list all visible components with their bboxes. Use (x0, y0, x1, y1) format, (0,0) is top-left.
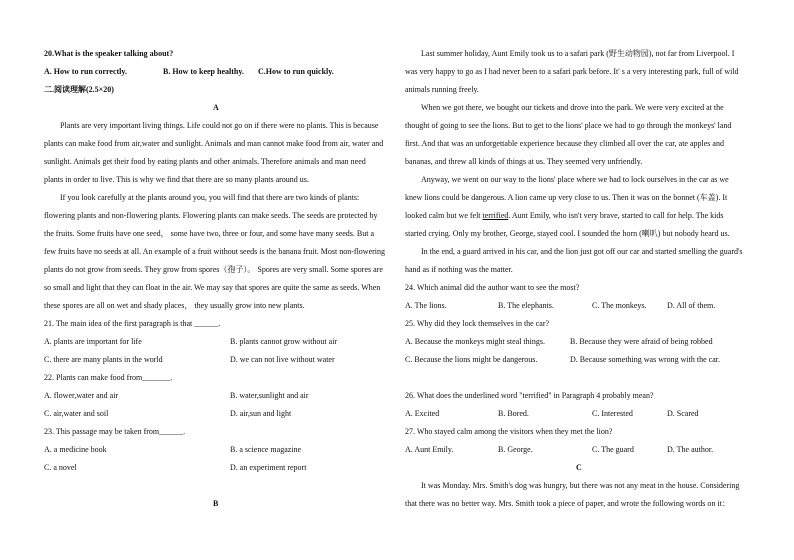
q23-option-d: D. an experiment report (230, 463, 307, 472)
passage-b-line: bananas, and threw all kinds of things at us. They seemed very unfriendly. (405, 157, 643, 166)
passage-c-line: that there was no better way. Mrs. Smith took a piece of paper, and wrote the following words on it： (405, 499, 730, 508)
q25-option-a: A. Because the monkeys might steal things. (405, 337, 545, 346)
passage-a-line: Plants are very important living things. Life could not go on if there were no plants. This is because (60, 121, 379, 130)
q26-option-b: B. Bored. (498, 409, 529, 418)
q21-option-a: A. plants are important for life (44, 337, 142, 346)
passage-b-line: first. And that was an unforgettable experience because they climbed all over the car, ate apples and (405, 139, 724, 148)
q26-option-d: D. Scared (667, 409, 699, 418)
passage-a-line: plants can make food from air,water and sunlight. Animals and man cannot make food from air, water and (44, 139, 384, 148)
q24-option-b: B. The elephants. (498, 301, 554, 310)
q27-option-c: C. The guard (592, 445, 634, 454)
passage-a-line: plants in order to live. This is why we find that there are so many plants around us. (44, 175, 309, 184)
q25-option-d: D. Because something was wrong with the car. (570, 355, 720, 364)
q21-option-b: B. plants cannot grow without air (230, 337, 338, 346)
passage-b-line: In the end, a guard arrived in his car, and the lion just got off our car and started smelling the guard's (421, 247, 743, 256)
q27-option-a: A. Aunt Emily. (405, 445, 454, 454)
q20-option-c: C.How to run quickly. (258, 67, 334, 76)
passage-b-line: When we got there, we bought our tickets and drove into the park. We were very excited at the (421, 103, 724, 112)
q23-option-c: C. a novel (44, 463, 77, 472)
passage-a-line: flowering plants and non-flowering plants. Flowering plants can make seeds. The seeds are protected by (44, 211, 378, 220)
q26-option-c: C. Interested (592, 409, 633, 418)
passage-b-line: started crying. Only my brother, George, stayed cool. I sounded the horn (喇叭) but nobody heard us. (405, 229, 730, 238)
q22-option-a: A. flower,water and air (44, 391, 119, 400)
passage-b-line: was very happy to go as I had never been to a safari park before. It' s a very interesting park, full of wild (405, 67, 739, 76)
passage-b-line (405, 211, 723, 221)
passage-c-label: C (576, 463, 582, 472)
passage-b-line: Last summer holiday, Aunt Emily took us to a safari park (野生动物园), not far from Liverpool. I (421, 49, 735, 58)
q27-option-b: B. George. (498, 445, 533, 454)
q27-option-d: D. The author. (667, 445, 714, 454)
passage-b-line: thought of going to see the lions. But to get to the lions' place we had to go through the monkeys' land (405, 121, 732, 130)
q21-question: 21. The main idea of the first paragraph is that ______. (44, 319, 221, 328)
passage-b-line: animals running freely. (405, 85, 479, 94)
passage-c-line: It was Monday. Mrs. Smith's dog was hungry, but there was not any meat in the house. Considering (421, 481, 740, 490)
q23-option-a: A. a medicine book (44, 445, 107, 454)
q25-option-c: C. Because the lions might be dangerous. (405, 355, 538, 364)
passage-a-line: plants do not grow from seeds. They grow from spores（孢子）。 Spores are very small. Some spores are (44, 265, 383, 274)
passage-b-line: knew lions could be dangerous. A lion came up very close to us. Then it was on the bonnet (车盖). It (405, 193, 728, 202)
passage-a-line: few fruits have no seeds at all. An example of a fruit without seeds is the banana fruit. Most non-flowering (44, 247, 386, 256)
q24-question: 24. Which animal did the author want to see the most? (405, 283, 580, 292)
q27-question: 27. Who stayed calm among the visitors when they met the lion? (405, 427, 613, 436)
passage-a-line: so small and light that they can float in the air. We may say that spores are quite the same as seeds. When (44, 283, 381, 292)
passage-a-line: the fruits. Some fruits have one seed， some have two, three or four, and some have many seeds. But a (44, 229, 375, 238)
q24-option-c: C. The monkeys. (592, 301, 647, 310)
q26-option-a: A. Excited (405, 409, 440, 418)
passage-b-line: hand as if nothing was the matter. (405, 265, 513, 274)
q23-option-b: B. a science magazine (230, 445, 302, 454)
q26-question: 26. What does the underlined word "terrified" in Paragraph 4 probably mean? (405, 391, 654, 400)
q23-question: 23. This passage may be taken from______. (44, 427, 186, 436)
q22-option-b: B. water,sunlight and air (230, 391, 309, 400)
section-title: 二.阅读理解(2.5×20) (44, 85, 114, 94)
q22-option-c: C. air,water and soil (44, 409, 109, 418)
q21-option-c: C. there are many plants in the world (44, 355, 163, 364)
q22-question: 22. Plants can make food from_______. (44, 373, 173, 382)
passage-a-line: these spores are all on wet and shady places， they usually grow into new plants. (44, 301, 305, 310)
underlined-word-terrified: terrified (482, 211, 509, 220)
q21-option-d: D. we can not live without water (230, 355, 335, 364)
q20-option-b: B. How to keep healthy. (163, 67, 244, 76)
q24-option-a: A. The lions. (405, 301, 447, 310)
q20-question: 20.What is the speaker talking about? (44, 49, 174, 58)
q24-option-d: D. All of them. (667, 301, 716, 310)
passage-a-label: A (213, 103, 219, 112)
passage-b-text: looked calm but we felt (405, 211, 483, 220)
passage-b-line: Anyway, we went on our way to the lions' place where we had to lock ourselves in the car as we (421, 175, 729, 184)
passage-a-line: If you look carefully at the plants around you, you will find that there are two kinds of plants: (60, 193, 360, 202)
passage-b-label: B (213, 499, 219, 508)
q22-option-d: D. air,sun and light (230, 409, 292, 418)
q25-question: 25. Why did they lock themselves in the car? (405, 319, 550, 328)
passage-a-line: sunlight. Animals get their food by eating plants and other animals. Therefore animals and man need (44, 157, 366, 166)
q25-option-b: B. Because they were afraid of being robbed (570, 337, 713, 346)
passage-b-text: . Aunt Emily, who isn't very brave, started to call for help. The kids (508, 211, 724, 220)
q20-option-a: A. How to run correctly. (44, 67, 127, 76)
